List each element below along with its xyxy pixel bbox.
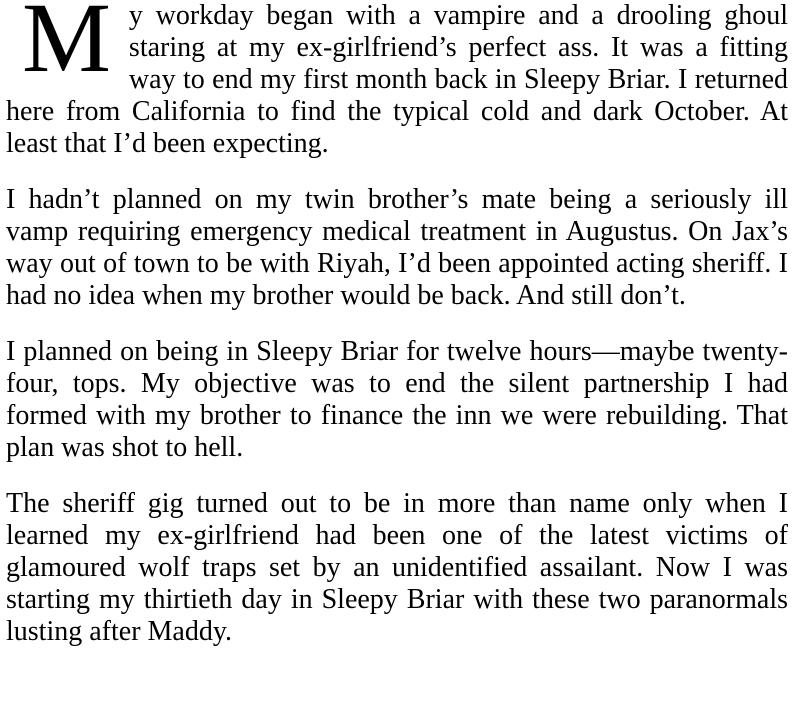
paragraph-opening <box>6 0 788 160</box>
paragraph: The sheriff gig turned out to be in more than name only when I learned my ex-girlfriend had been one of the latest victims of glamoured wolf traps set by an unidentified assailant. Now I was starting my thirtieth day in Sleepy Briar with these two paranormals lusting after Maddy. <box>6 488 788 647</box>
paragraph: I planned on being in Sleepy Briar for twelve hours—maybe twenty-four, tops. My objective was to end the silent partnership I had formed with my brother to finance the inn we were rebuilding. That plan was shot to hell. <box>6 336 788 463</box>
paragraph: I hadn’t planned on my twin brother’s mate being a seriously ill vamp requiring emergency medical treatment in Augustus. On Jax’s way out of town to be with Riyah, I’d been appointed acting sheriff. I had no idea when my brother would be back. And still don’t. <box>6 184 788 311</box>
drop-cap-letter: M <box>22 0 111 93</box>
paragraph-opening-text: y workday began with a vampire and a drooling ghoul staring at my ex-girlfriend’s perfect ass. It was a fitting way to end my first month back in Sleepy Briar. I returned here from California to find the typical cold and dark October. At least that I’d been expecting. <box>6 0 788 159</box>
